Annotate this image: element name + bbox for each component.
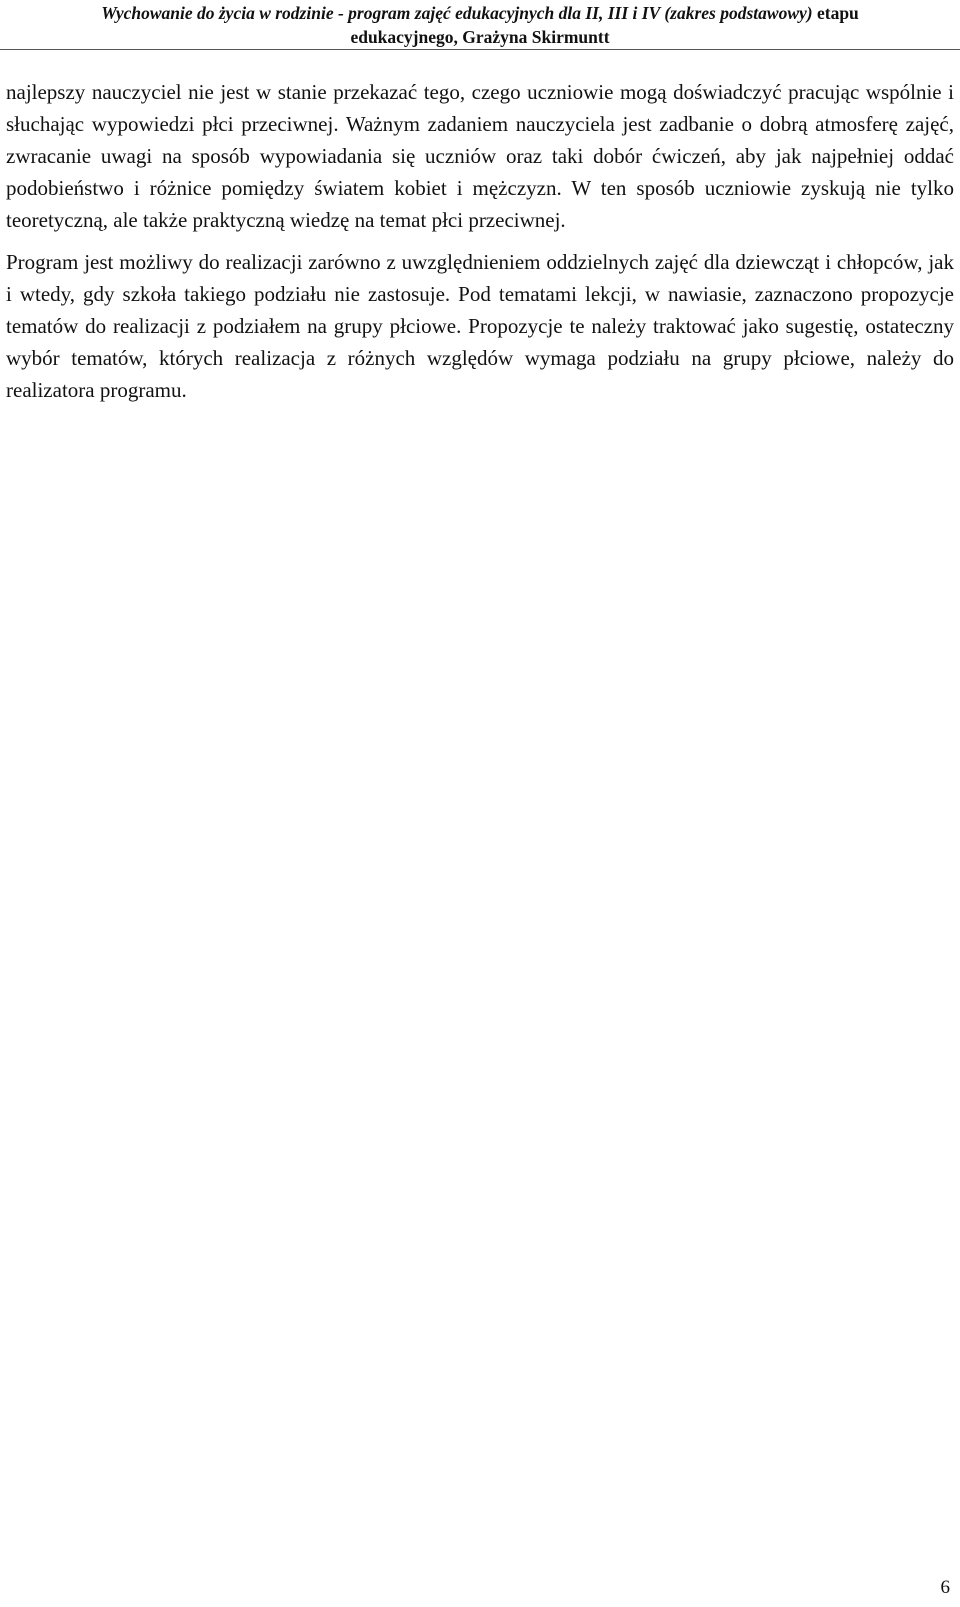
page-number: 6: [940, 1577, 950, 1598]
page-header: [0, 0, 960, 50]
header-title-rest: etapu: [812, 3, 859, 23]
paragraph-2: Program jest możliwy do realizacji zarówno z uwzględnieniem oddzielnych zajęć dla dziewcząt i chłopców, jak i wtedy, gdy szkoła takiego podziału nie zastosuje. Pod tematami lekcji, w nawiasie, zaznaczono propozycje tematów do realizacji z podziałem na grupy płciowe. Propozycje te należy traktować jako sugestię, ostateczny wybór tematów, których realizacja z różnych względów wymaga podziału na grupy płciowe, należy do realizatora programu.: [6, 250, 954, 402]
header-line-1: [0, 1, 960, 25]
header-line-2: edukacyjnego, Grażyna Skirmuntt: [350, 27, 610, 47]
document-body: [6, 76, 954, 416]
header-title-italic: Wychowanie do życia w rodzinie - program zajęć edukacyjnych dla II, III i IV (zakres podstawowy): [101, 3, 813, 23]
paragraph-1: najlepszy nauczyciel nie jest w stanie przekazać tego, czego uczniowie mogą doświadczyć pracując wspólnie i słuchając wypowiedzi płci przeciwnej. Ważnym zadaniem nauczyciela jest zadbanie o dobrą atmosferę zajęć, zwracanie uwagi na sposób wypowiadania się uczniów oraz taki dobór ćwiczeń, aby jak najpełniej oddać podobieństwo i różnice pomiędzy światem kobiet i mężczyzn. W ten sposób uczniowie zyskują nie tylko teoretyczną, ale także praktyczną wiedzę na temat płci przeciwnej.: [6, 80, 954, 232]
